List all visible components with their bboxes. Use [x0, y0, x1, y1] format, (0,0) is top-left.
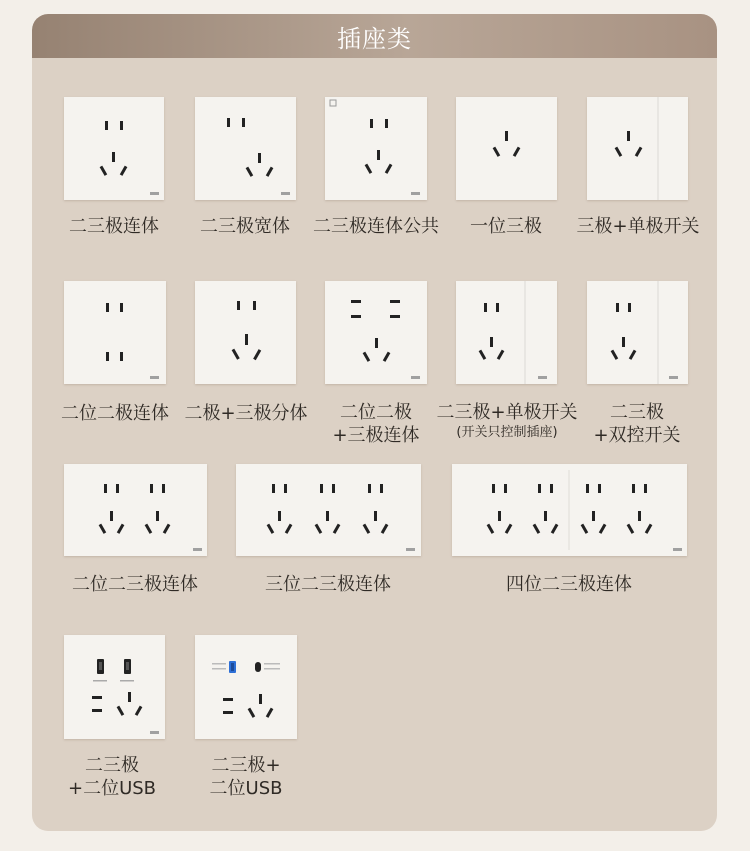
tile-single-three-pin[interactable] — [456, 97, 557, 200]
category-header — [32, 14, 717, 58]
socket-face-icon — [456, 281, 557, 384]
socket-face-icon — [452, 464, 687, 556]
label-line-2: +双控开关 — [593, 425, 681, 446]
socket-face-icon — [64, 97, 164, 200]
socket-face-icon — [325, 281, 427, 384]
label-line-1: 二三极+单极开关 — [436, 402, 578, 423]
tile-dual-two-pin-three-pin[interactable] — [325, 281, 427, 384]
tile-two-three-pin[interactable] — [64, 97, 164, 200]
label-two-three-pin: 二三极连体 — [69, 216, 159, 237]
socket-face-icon — [64, 281, 166, 384]
label-line-1: 二三极+ — [211, 755, 281, 776]
label-two-three-pin-public: 二三极连体公共 — [313, 216, 439, 237]
socket-face-icon — [325, 97, 427, 200]
socket-face-icon — [236, 464, 421, 556]
tile-two-three-pin-dual-switch[interactable] — [587, 281, 688, 384]
tile-dual-two-pin[interactable] — [64, 281, 166, 384]
tile-quad-two-three-pin[interactable] — [452, 464, 687, 556]
usb-c-port-icon — [255, 662, 261, 672]
socket-face-icon — [587, 281, 688, 384]
tile-two-three-pin-public[interactable] — [325, 97, 427, 200]
category-title: 插座类 — [337, 24, 412, 53]
label-three-pin-switch: 三极+单极开关 — [576, 216, 700, 237]
tile-three-pin-switch[interactable] — [587, 97, 688, 200]
tile-three-pin-dual-usb-ac[interactable] — [195, 635, 297, 739]
tile-three-pin-dual-usb-a[interactable] — [64, 635, 165, 739]
label-three-pin-dual-usb-ac — [186, 754, 306, 800]
tile-two-pin-plus-three-pin[interactable] — [195, 281, 296, 384]
socket-face-icon — [195, 635, 297, 739]
label-line-1: 二三极 — [610, 402, 664, 423]
label-line-2: +二位USB — [67, 778, 157, 799]
label-triple-two-three-pin: 三位二三极连体 — [265, 574, 391, 595]
label-single-three-pin: 一位三极 — [470, 216, 542, 237]
label-line-2: +三极连体 — [332, 425, 420, 446]
label-two-three-pin-switch — [432, 401, 582, 442]
label-quad-two-three-pin: 四位二三极连体 — [506, 574, 632, 595]
label-two-three-pin-dual-switch — [577, 401, 697, 447]
label-dual-two-pin: 二位二极连体 — [61, 403, 169, 424]
label-double-two-three-pin: 二位二三极连体 — [72, 574, 198, 595]
label-three-pin-dual-usb-a — [52, 754, 172, 800]
label-note: (开关只控制插座) — [456, 425, 558, 440]
label-line-2: 二位USB — [209, 778, 283, 799]
label-two-three-pin-wide: 二三极宽体 — [200, 216, 290, 237]
tile-double-two-three-pin[interactable] — [64, 464, 207, 556]
socket-face-icon — [587, 97, 688, 200]
tile-two-three-pin-wide[interactable] — [195, 97, 296, 200]
tile-triple-two-three-pin[interactable] — [236, 464, 421, 556]
socket-face-icon — [195, 281, 296, 384]
socket-face-icon — [64, 635, 165, 739]
socket-face-icon — [64, 464, 207, 556]
tile-two-three-pin-switch[interactable] — [456, 281, 557, 384]
socket-face-icon — [195, 97, 296, 200]
label-two-pin-plus-three-pin: 二极+三极分体 — [184, 403, 308, 424]
label-line-1: 二三极 — [85, 755, 139, 776]
socket-face-icon — [456, 97, 557, 200]
label-dual-two-pin-three-pin — [310, 401, 442, 447]
label-line-1: 二位二极 — [340, 402, 412, 423]
